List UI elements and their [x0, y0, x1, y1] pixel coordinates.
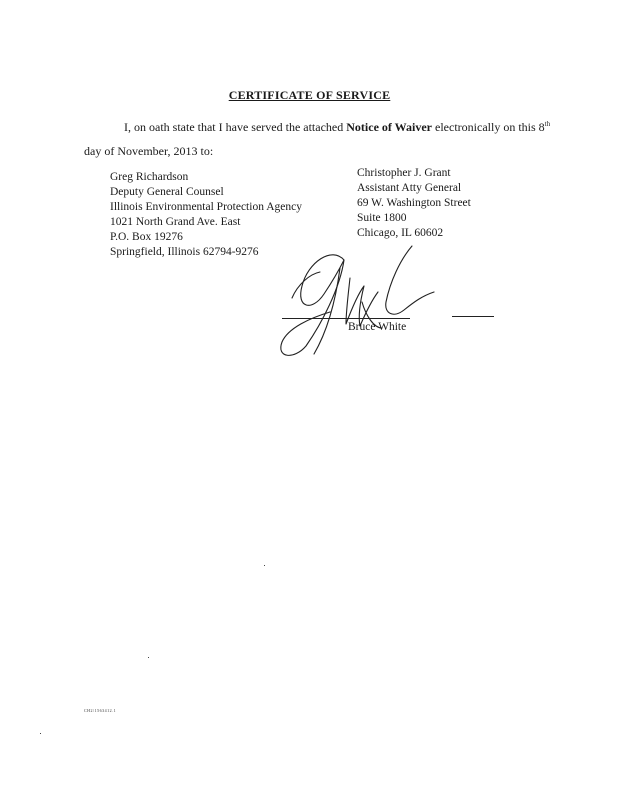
address-line: P.O. Box 19276: [110, 231, 183, 243]
address-line: Deputy General Counsel: [110, 186, 224, 198]
address-line: 1021 North Grand Ave. East: [110, 216, 241, 228]
signer-name: Bruce White: [348, 321, 407, 333]
signature-line-extension: [452, 316, 494, 317]
service-statement: I, on oath state that I have served the attached Notice of Waiver electronically on this 8th day of November, 2013 to:: [84, 120, 551, 158]
address-line: Springfield, Illinois 62794-9276: [110, 246, 259, 258]
address-line: Greg Richardson: [110, 171, 189, 183]
address-line: Christopher J. Grant: [357, 167, 451, 179]
address-line: Suite 1800: [357, 212, 407, 224]
document-name: Notice of Waiver: [346, 120, 433, 134]
address-line: Assistant Atty General: [357, 182, 462, 194]
document-footer-id: CH2\1563412.1: [84, 708, 117, 713]
address-line: Chicago, IL 60602: [357, 227, 444, 239]
address-line: Illinois Environmental Protection Agency: [110, 201, 302, 213]
scan-speck: [40, 733, 41, 734]
signature-line: [282, 318, 410, 319]
recipient-address-right: [357, 166, 471, 241]
handwritten-signature: [262, 238, 442, 363]
certificate-title: CERTIFICATE OF SERVICE: [228, 88, 391, 102]
scan-speck: [264, 565, 265, 566]
scan-speck: [148, 657, 149, 658]
address-line: 69 W. Washington Street: [357, 197, 471, 209]
